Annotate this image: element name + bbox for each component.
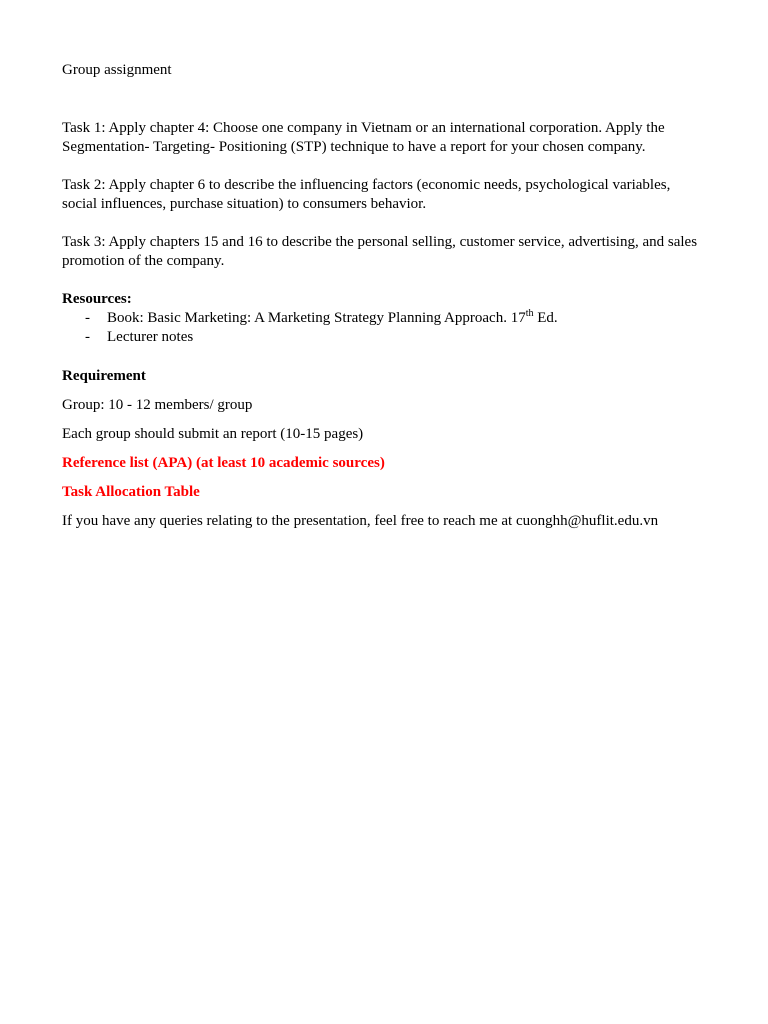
list-dash: - xyxy=(85,329,90,345)
resource-book-suffix: Ed. xyxy=(533,310,558,326)
task-1: Task 1: Apply chapter 4: Choose one company in Vietnam or an international corporation. Apply the Segmentation- Targeting- Positioning (STP) technique to have a report for your chosen company. xyxy=(62,120,665,155)
document-page xyxy=(62,61,706,536)
resources-heading: Resources: xyxy=(62,291,132,307)
group-size-text: Group: 10 - 12 members/ group xyxy=(62,397,253,413)
resource-notes xyxy=(62,328,706,347)
list-dash: - xyxy=(85,310,90,326)
reference-list-text: Reference list (APA) (at least 10 academic sources) xyxy=(62,455,385,471)
resources-list xyxy=(62,309,706,347)
resource-notes-text: Lecturer notes xyxy=(107,329,194,345)
task-allocation-text: Task Allocation Table xyxy=(62,484,200,500)
document-title: Group assignment xyxy=(62,62,172,78)
resource-book-sup: th xyxy=(525,308,534,319)
resource-book xyxy=(62,309,706,328)
requirement-heading: Requirement xyxy=(62,368,146,384)
task-3: Task 3: Apply chapters 15 and 16 to describe the personal selling, customer service, advertising, and sales promotion of the company. xyxy=(62,234,698,269)
report-text: Each group should submit an report (10-15 pages) xyxy=(62,426,364,442)
contact-text: If you have any queries relating to the presentation, feel free to reach me at cuonghh@huflit.edu.vn xyxy=(62,513,659,529)
resource-book-text: Book: Basic Marketing: A Marketing Strategy Planning Approach. 17 xyxy=(107,310,526,326)
task-2: Task 2: Apply chapter 6 to describe the influencing factors (economic needs, psychological variables, social influences, purchase situation) to consumers behavior. xyxy=(62,177,671,212)
